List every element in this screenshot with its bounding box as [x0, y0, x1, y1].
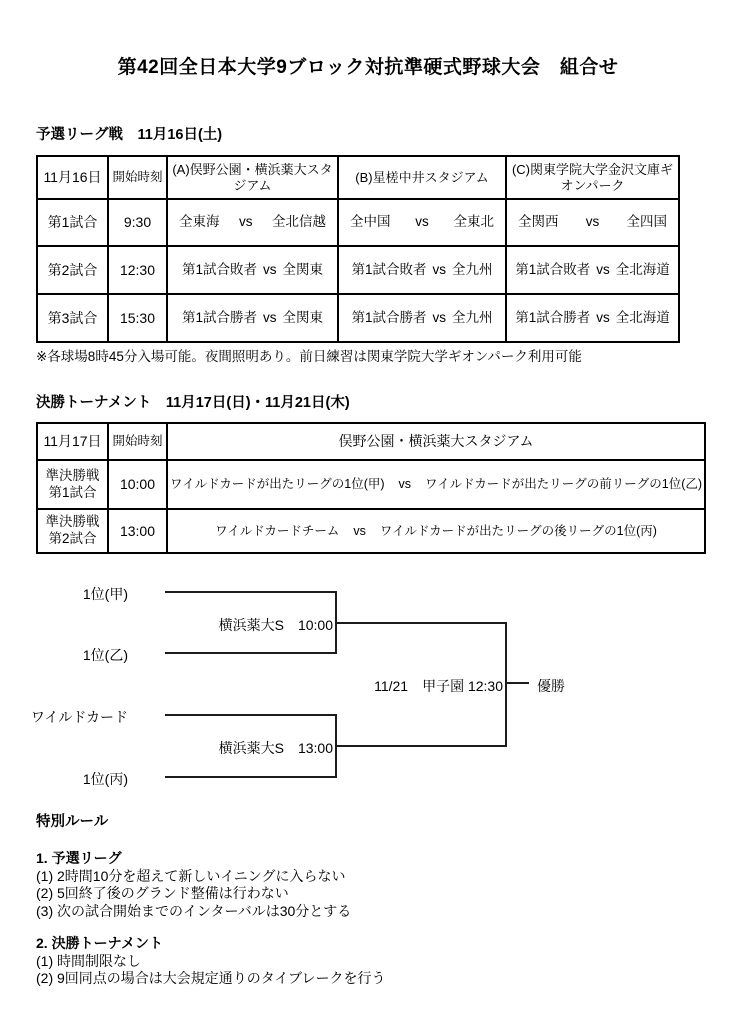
bracket-line-champion-dash [507, 682, 529, 684]
bracket-line-sf1-vertical [335, 591, 337, 654]
match-cell [338, 246, 506, 294]
rule-section-title: 2. 決勝トーナメント [36, 935, 164, 951]
vs-label: vs [585, 214, 600, 230]
match-home: ワイルドカードチーム [215, 523, 340, 538]
start-time: 9:30 [108, 199, 167, 246]
venue-b-header: (B)星槎中井スタジアム [338, 156, 506, 199]
bracket-line-sf2-vertical [335, 714, 337, 778]
bracket-line-sf2-out [337, 745, 507, 747]
match-cell [506, 294, 679, 342]
bracket-line-sf1-out [337, 622, 507, 624]
match-away: 全関東 [282, 309, 323, 325]
start-time: 15:30 [108, 294, 167, 342]
game-label [37, 509, 108, 553]
semifinal2-row [37, 509, 705, 553]
vs-label: vs [239, 214, 253, 230]
vs-label: vs [596, 261, 610, 277]
prelim-heading: 予選リーグ戦 11月16日(土) [36, 127, 223, 143]
match-cell [506, 246, 679, 294]
start-time: 13:00 [108, 509, 167, 553]
final-table [36, 422, 706, 554]
semifinal2-label: 横浜薬大S 13:00 [218, 740, 333, 756]
champion-label: 優勝 [537, 678, 565, 694]
match-away: 全関東 [282, 261, 323, 277]
match-cell [167, 460, 705, 509]
game-label [37, 460, 108, 509]
vs-label: vs [398, 477, 412, 491]
match-cell [167, 199, 338, 246]
venue-note: ※各球場8時45分入場可能。夜間照明あり。前日練習は関東学院大学ギオンパーク利用可能 [36, 349, 582, 364]
prelim-row-game1 [37, 199, 679, 246]
match-home: 第1試合敗者 [515, 261, 591, 277]
match-home: 第1試合勝者 [181, 309, 257, 325]
vs-label: vs [415, 214, 429, 230]
match-home: 全東海 [179, 214, 220, 230]
prelim-date-header: 11月16日 [37, 156, 108, 199]
game-label: 第1試合 [37, 199, 108, 246]
game-label-line1: 準決勝戦 [45, 514, 100, 530]
final-heading: 決勝トーナメント 11月17日(日)・11月21日(木) [36, 395, 350, 411]
final-time-header: 開始時刻 [108, 423, 167, 460]
match-cell [167, 509, 705, 553]
seed-top1-label: 1位(甲) [82, 586, 128, 602]
seed-bottom1-label: ワイルドカード [30, 709, 128, 725]
match-home: 第1試合勝者 [515, 309, 591, 325]
vs-label: vs [432, 261, 446, 277]
game-label: 第3試合 [37, 294, 108, 342]
match-away: 全九州 [452, 261, 493, 277]
prelim-row-game3 [37, 294, 679, 342]
final-venue-header: 俣野公園・横浜薬大スタジアム [167, 423, 705, 460]
rule-item: (2) 9回同点の場合は大会規定通りのタイブレークを行う [36, 970, 386, 986]
game-label: 第2試合 [37, 246, 108, 294]
match-home: 全中国 [350, 214, 391, 230]
rule-section-final [36, 935, 386, 988]
vs-label: vs [263, 309, 277, 325]
semifinal1-row [37, 460, 705, 509]
prelim-time-header: 開始時刻 [108, 156, 167, 199]
bracket-line-seed-bottom1 [165, 714, 337, 716]
prelim-header-row [37, 156, 679, 199]
rule-section-prelim [36, 850, 386, 920]
rules-heading: 特別ルール [36, 814, 109, 830]
match-away: ワイルドカードが出たリーグの後リーグの1位(丙) [379, 523, 657, 538]
match-cell [506, 199, 679, 246]
match-cell [167, 246, 338, 294]
venue-c-header: (C)関東学院大学金沢文庫ギオンパーク [506, 156, 679, 199]
match-away: 全東北 [453, 214, 494, 230]
game-label-line2: 第2試合 [48, 531, 97, 546]
rule-item: (1) 2時間10分を超えて新しいイニングに入らない [36, 867, 346, 884]
match-home: ワイルドカードが出たリーグの1位(甲) [170, 477, 385, 491]
match-away: 全四国 [626, 214, 667, 230]
bracket-line-final-vertical [505, 622, 507, 747]
final-match-label: 11/21 甲子園 12:30 [374, 678, 503, 694]
match-home: 第1試合敗者 [351, 261, 427, 277]
final-header-row [37, 423, 705, 460]
start-time: 12:30 [108, 246, 167, 294]
match-away: 全九州 [452, 309, 493, 325]
match-home: 全関西 [518, 214, 559, 230]
match-away: 全北信越 [272, 214, 326, 230]
match-cell [167, 294, 338, 342]
seed-bottom2-label: 1位(丙) [82, 771, 128, 787]
semifinal1-label: 横浜薬大S 10:00 [218, 617, 333, 633]
bracket-line-seed-top2 [165, 652, 337, 654]
final-date-header: 11月17日 [37, 423, 108, 460]
start-time: 10:00 [108, 460, 167, 509]
bracket-line-seed-bottom2 [165, 776, 337, 778]
match-away: 全北海道 [615, 261, 670, 277]
match-away: ワイルドカードが出たリーグの前リーグの1位(乙) [425, 477, 703, 491]
venue-a-header: (A)俣野公園・横浜薬大スタジアム [167, 156, 338, 199]
match-home: 第1試合勝者 [351, 309, 427, 325]
page-title: 第42回全日本大学9ブロック対抗準硬式野球大会 組合せ [117, 57, 619, 78]
rule-item: (1) 時間制限なし [36, 952, 141, 969]
rule-item: (3) 次の試合開始までのインターバルは30分とする [36, 902, 352, 919]
vs-label: vs [596, 309, 610, 325]
match-away: 全北海道 [615, 309, 670, 325]
game-label-line2: 第1試合 [48, 484, 97, 500]
special-rules [36, 810, 386, 988]
rule-item: (2) 5回終了後のグランド整備は行わない [36, 885, 289, 901]
vs-label: vs [353, 523, 366, 538]
vs-label: vs [432, 309, 446, 325]
match-cell [338, 294, 506, 342]
match-home: 第1試合敗者 [181, 261, 257, 277]
seed-top2-label: 1位(乙) [82, 647, 128, 663]
vs-label: vs [263, 261, 277, 277]
prelim-table [36, 155, 680, 343]
bracket-line-seed-top1 [165, 591, 337, 593]
match-cell [338, 199, 506, 246]
rule-section-title: 1. 予選リーグ [36, 850, 122, 866]
prelim-row-game2 [37, 246, 679, 294]
game-label-line1: 準決勝戦 [45, 467, 100, 483]
